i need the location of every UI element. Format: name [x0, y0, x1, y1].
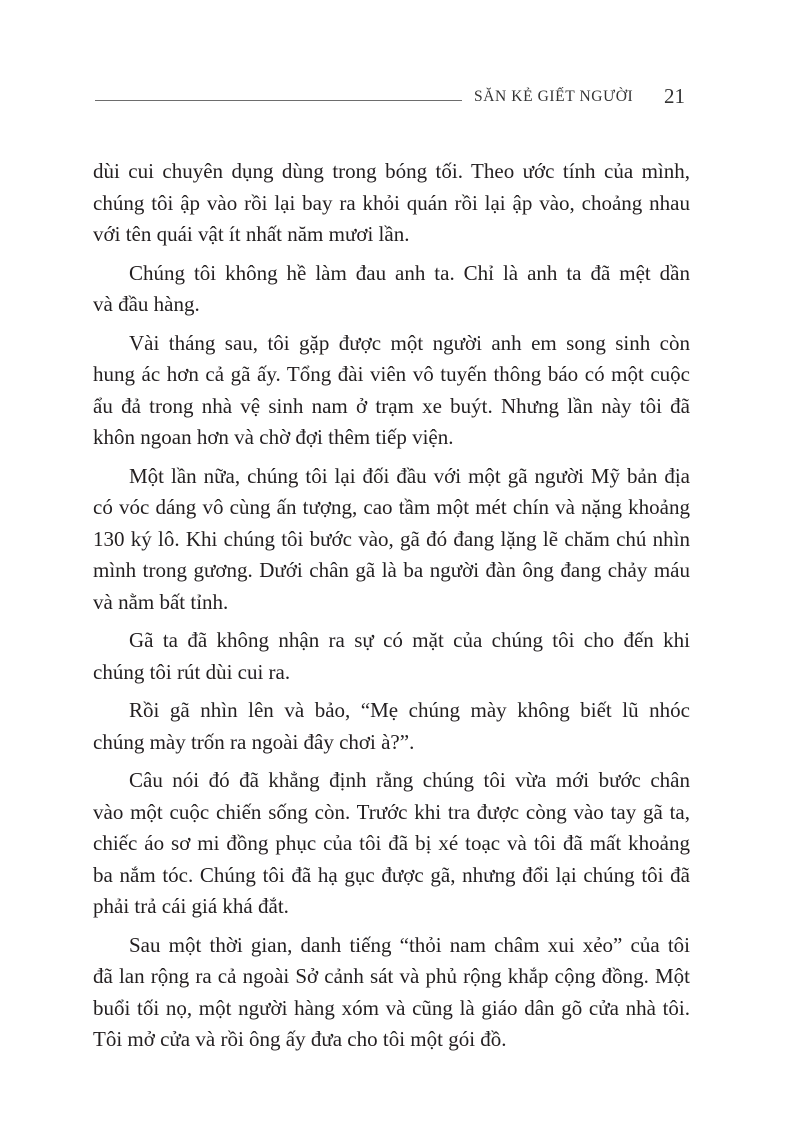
- text-line: và nằm bất tỉnh.: [93, 589, 229, 614]
- paragraph: [93, 625, 690, 688]
- paragraph: [93, 930, 690, 1056]
- paragraph: [93, 695, 690, 758]
- text-line: 130 ký lô. Khi chúng tôi bước vào, gã đó đang lặng lẽ chăm chú nhìn: [93, 526, 690, 551]
- paragraph: [93, 156, 690, 251]
- text-line: Gã ta đã không nhận ra sự có mặt của chúng tôi cho đến khi: [129, 628, 690, 652]
- text-line: có vóc dáng vô cùng ấn tượng, cao tầm một mét chín và nặng khoảng: [93, 495, 690, 519]
- text-line: chiếc áo sơ mi đồng phục của tôi đã bị xé toạc và tôi đã mất khoảng: [93, 831, 690, 855]
- text-line: hung ác hơn cả gã ấy. Tổng đài viên vô tuyến thông báo có một cuộc: [93, 362, 690, 386]
- text-line: Vài tháng sau, tôi gặp được một người anh em song sinh còn: [129, 330, 690, 355]
- text-line: chúng tôi rút dùi cui ra.: [93, 659, 291, 684]
- text-line: và đầu hàng.: [93, 292, 200, 316]
- text-line: Rồi gã nhìn lên và bảo, “Mẹ chúng mày không biết lũ nhóc: [129, 698, 690, 722]
- paragraph: [93, 461, 690, 619]
- text-line: chúng tôi ập vào rồi lại bay ra khỏi quán rồi lại ập vào, choảng nhau: [93, 190, 690, 215]
- running-title: SĂN KẺ GIẾT NGƯỜI: [474, 88, 634, 105]
- body-text: [93, 156, 690, 1063]
- text-line: vào một cuộc chiến sống còn. Trước khi tra được còng vào tay gã ta,: [93, 799, 690, 824]
- paragraph: [93, 328, 690, 454]
- text-line: Một lần nữa, chúng tôi lại đối đầu với một gã người Mỹ bản địa: [129, 463, 690, 488]
- page-number: 21: [664, 84, 685, 108]
- text-line: phải trả cái giá khá đắt.: [93, 894, 289, 918]
- text-line: khôn ngoan hơn và chờ đợi thêm tiếp viện.: [93, 425, 454, 449]
- text-line: Tôi mở cửa và rồi ông ấy đưa cho tôi một gói đồ.: [93, 1027, 507, 1051]
- text-line: mình trong gương. Dưới chân gã là ba người đàn ông đang chảy máu: [93, 558, 690, 582]
- text-line: ba nắm tóc. Chúng tôi đã hạ gục được gã, nhưng đổi lại chúng tôi đã: [93, 862, 690, 887]
- text-line: Chúng tôi không hề làm đau anh ta. Chỉ là anh ta đã mệt dần: [129, 260, 690, 285]
- text-line: ẩu đả trong nhà vệ sinh nam ở trạm xe buýt. Nhưng lần này tôi đã: [93, 393, 690, 418]
- text-line: chúng mày trốn ra ngoài đây chơi à?”.: [93, 729, 415, 754]
- text-line: đã lan rộng ra cả ngoài Sở cảnh sát và phủ rộng khắp cộng đồng. Một: [93, 964, 690, 988]
- paragraph: [93, 258, 690, 321]
- text-line: Câu nói đó đã khẳng định rằng chúng tôi vừa mới bước chân: [129, 768, 690, 792]
- text-line: Sau một thời gian, danh tiếng “thỏi nam châm xui xẻo” của tôi: [129, 932, 690, 957]
- text-line: dùi cui chuyên dụng dùng trong bóng tối. Theo ước tính của mình,: [93, 159, 690, 183]
- text-line: buổi tối nọ, một người hàng xóm và cũng là giáo dân gõ cửa nhà tôi.: [93, 995, 690, 1020]
- text-line: với tên quái vật ít nhất năm mươi lần.: [93, 222, 410, 246]
- header-rule: [95, 100, 462, 101]
- paragraph: [93, 765, 690, 923]
